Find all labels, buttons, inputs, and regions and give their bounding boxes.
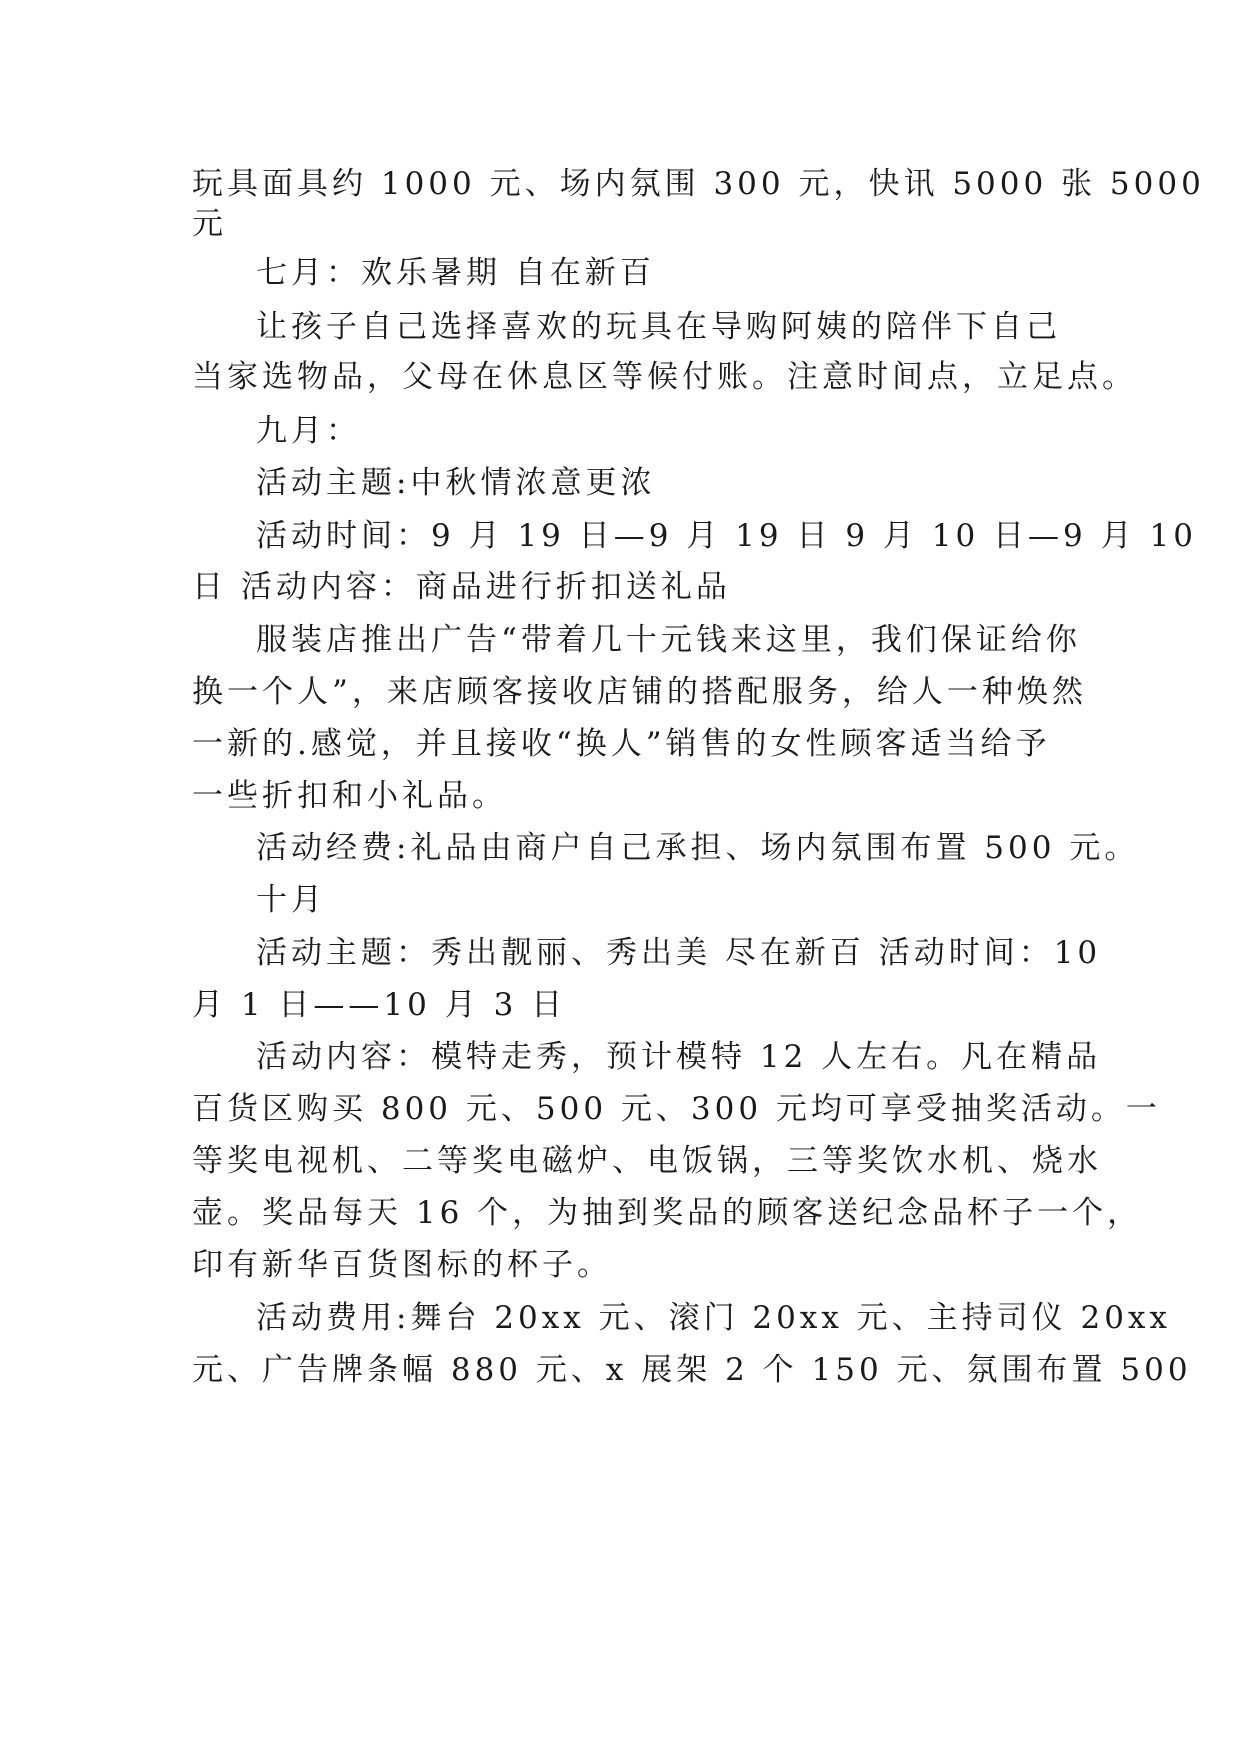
text-line: 活动内容：模特走秀，预计模特 12 人左右。凡在精品	[256, 1039, 1102, 1075]
text-line: 活动主题：秀出靓丽、秀出美 尽在新百 活动时间：10	[256, 935, 1102, 971]
text-line: 月 1 日——10 月 3 日	[192, 987, 567, 1023]
text-line: 印有新华百货图标的杯子。	[192, 1247, 612, 1283]
heading-july: 七月：欢乐暑期 自在新百	[256, 255, 655, 291]
text-line: 当家选物品，父母在休息区等候付账。注意时间点，立足点。	[192, 359, 1137, 395]
text-line: 元	[192, 206, 227, 242]
text-line: 活动费用:舞台 20xx 元、滚门 20xx 元、主持司仪 20xx	[256, 1300, 1171, 1336]
text-line: 元、广告牌条幅 880 元、x 展架 2 个 150 元、氛围布置 500	[192, 1352, 1192, 1388]
text-line: 让孩子自己选择喜欢的玩具在导购阿姨的陪伴下自己	[256, 309, 1061, 345]
text-line: 活动时间：9 月 19 日—9 月 19 日 9 月 10 日—9 月 10	[256, 518, 1197, 554]
text-line: 百货区购买 800 元、500 元、300 元均可享受抽奖活动。一	[192, 1091, 1161, 1127]
text-line: 换一个人”，来店顾客接收店铺的搭配服务，给人一种焕然	[192, 674, 1087, 710]
text-line: 服装店推出广告“带着几十元钱来这里，我们保证给你	[256, 622, 1081, 658]
text-line: 活动主题:中秋情浓意更浓	[256, 465, 656, 501]
heading-october: 十月	[256, 882, 326, 918]
text-line: 日 活动内容：商品进行折扣送礼品	[192, 569, 731, 605]
heading-september: 九月：	[256, 413, 361, 449]
text-line: 活动经费:礼品由商户自己承担、场内氛围布置 500 元。	[256, 830, 1140, 866]
text-line: 一些折扣和小礼品。	[192, 778, 507, 814]
text-line: 一新的.感觉，并且接收“换人”销售的女性顾客适当给予	[192, 726, 1051, 762]
text-line: 玩具面具约 1000 元、场内氛围 300 元，快讯 5000 张 5000	[192, 166, 1205, 202]
text-line: 壶。奖品每天 16 个，为抽到奖品的顾客送纪念品杯子一个，	[192, 1195, 1143, 1231]
text-line: 等奖电视机、二等奖电磁炉、电饭锅，三等奖饮水机、烧水	[192, 1143, 1102, 1179]
